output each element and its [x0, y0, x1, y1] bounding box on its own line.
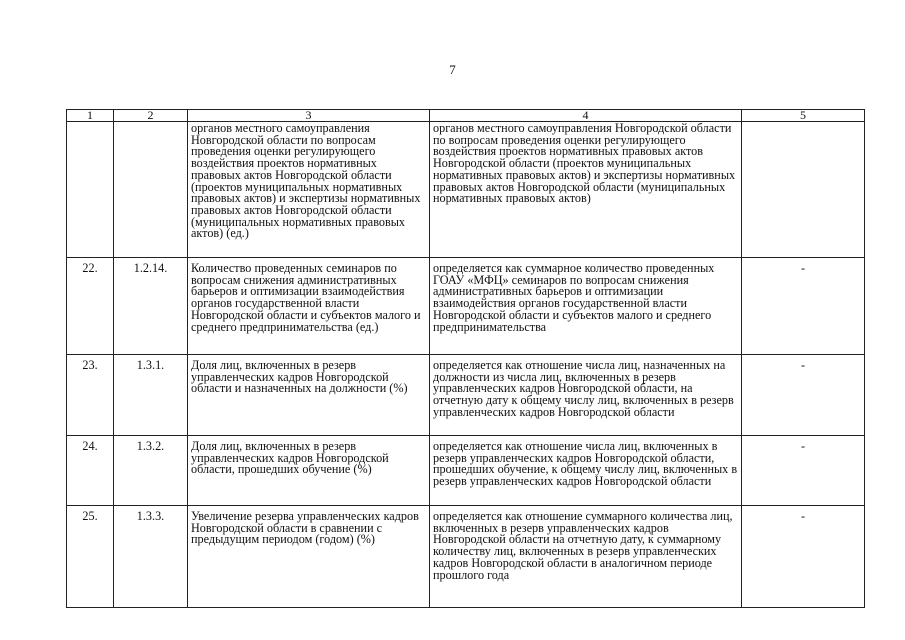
indicator-code: 1.3.1. — [114, 355, 188, 436]
calculation-method: определяется как отношение числа лиц, назначенных на должности из числа лиц, включенных в резерв управленческих кадров Новгородской области, на отчетную дату к общему числу лиц, включенных в резерв управленческих кадров Новгородской области — [430, 355, 742, 436]
page-number: 7 — [449, 62, 456, 77]
indicator-code: 1.3.2. — [114, 436, 188, 506]
indicator-description: Количество проведенных семинаров по вопросам снижения административных барьеров и оптимизации взаимодействия органов государственной власти Новгородской области и субъектов малого и среднего предпринимательства (ед.) — [188, 258, 430, 355]
indicator-description: Увеличение резерва управленческих кадров Новгородской области в сравнении с предыдущим периодом (годом) (%) — [188, 506, 430, 608]
table-header-row — [67, 110, 865, 122]
column-header: 2 — [114, 110, 188, 122]
indicator-note: - — [742, 258, 865, 355]
column-header: 3 — [188, 110, 430, 122]
indicator-note: - — [742, 506, 865, 608]
indicator-note — [742, 122, 865, 258]
indicator-note: - — [742, 355, 865, 436]
indicator-code: 1.3.3. — [114, 506, 188, 608]
indicator-code: 1.2.14. — [114, 258, 188, 355]
table-row — [67, 122, 865, 258]
indicator-description: Доля лиц, включенных в резерв управленческих кадров Новгородской области, прошедших обучение (%) — [188, 436, 430, 506]
column-header: 4 — [430, 110, 742, 122]
column-header: 5 — [742, 110, 865, 122]
row-number: 25. — [67, 506, 114, 608]
indicator-description: Доля лиц, включенных в резерв управленческих кадров Новгородской области и назначенных на должности (%) — [188, 355, 430, 436]
row-number — [67, 122, 114, 258]
calculation-method: определяется как отношение числа лиц, включенных в резерв управленческих кадров Новгородской области, прошедших обучение, к общему числу лиц, включенных в резерв управленческих кадров Новгородской области — [430, 436, 742, 506]
table-row — [67, 355, 865, 436]
indicator-note: - — [742, 436, 865, 506]
indicator-description: органов местного самоуправления Новгородской области по вопросам проведения оценки регулирующего воздействия проектов нормативных правовых актов Новгородской области (проектов муниципальных нормативных правовых актов) и экспертизы нормативных правовых актов Новгородской области (муниципальных нормативных правовых актов) (ед.) — [188, 122, 430, 258]
column-header: 1 — [67, 110, 114, 122]
table-row — [67, 436, 865, 506]
table-row — [67, 506, 865, 608]
row-number: 23. — [67, 355, 114, 436]
indicators-table — [66, 109, 865, 608]
row-number: 24. — [67, 436, 114, 506]
row-number: 22. — [67, 258, 114, 355]
calculation-method: определяется как суммарное количество проведенных ГОАУ «МФЦ» семинаров по вопросам снижения административных барьеров и оптимизации взаимодействия органов государственной власти Новгородской области и субъектов малого и среднего предпринимательства — [430, 258, 742, 355]
table-row — [67, 258, 865, 355]
calculation-method: органов местного самоуправления Новгородской области по вопросам проведения оценки регулирующего воздействия проектов нормативных правовых актов Новгородской области (проектов муниципальных нормативных правовых актов) и экспертизы нормативных правовых актов Новгородской области (муниципальных нормативных правовых актов) — [430, 122, 742, 258]
calculation-method: определяется как отношение суммарного количества лиц, включенных в резерв управленческих кадров Новгородской области на отчетную дату, к суммарному количеству лиц, включенных в резерв управленческих кадров Новгородской области в аналогичном периоде прошлого года — [430, 506, 742, 608]
indicator-code — [114, 122, 188, 258]
